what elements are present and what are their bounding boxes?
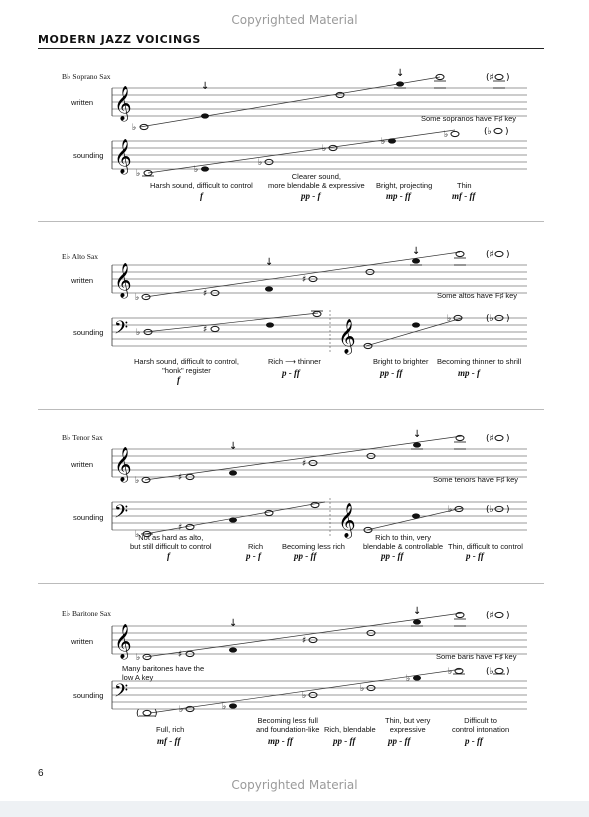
baritone-annotation: Thin, but very expressive bbox=[385, 716, 431, 734]
tenor-sounding-label: sounding bbox=[73, 513, 104, 522]
baritone-annotation: Full, rich bbox=[156, 725, 185, 734]
svg-text:♭: ♭ bbox=[406, 674, 411, 684]
soprano-dynamic: f bbox=[200, 191, 203, 201]
svg-text:♭: ♭ bbox=[132, 123, 137, 133]
svg-text:(♯: (♯ bbox=[486, 73, 494, 83]
svg-text:): ) bbox=[506, 667, 510, 677]
baritone-written-label: written bbox=[71, 637, 94, 646]
alto-annotation: Harsh sound, difficult to control, "honk" register bbox=[134, 357, 239, 375]
watermark-top: Copyrighted Material bbox=[231, 13, 358, 27]
svg-text:): ) bbox=[154, 709, 158, 719]
soprano-dynamic: mp - ff bbox=[386, 191, 411, 201]
bass-clef-icon: 𝄢 bbox=[114, 318, 129, 343]
svg-text:): ) bbox=[506, 434, 510, 444]
svg-text:(♭: (♭ bbox=[486, 505, 494, 515]
soprano-dynamic: pp - f bbox=[301, 191, 321, 201]
tenor-annotation: Becoming less rich bbox=[282, 542, 345, 551]
arrow-down-icon: ↓ bbox=[396, 68, 405, 79]
svg-text:♭: ♭ bbox=[448, 505, 453, 515]
alto-dynamic: mp - f bbox=[458, 368, 480, 378]
svg-text:♯: ♯ bbox=[178, 650, 183, 660]
svg-text:♯: ♯ bbox=[203, 325, 208, 335]
arrow-down-icon: ↓ bbox=[413, 429, 422, 440]
bass-clef-icon: 𝄢 bbox=[114, 502, 129, 527]
svg-text:♭: ♭ bbox=[179, 705, 184, 715]
svg-text:♯: ♯ bbox=[203, 289, 208, 299]
svg-text:♭: ♭ bbox=[258, 158, 263, 168]
tenor-dynamic: p - f bbox=[246, 551, 261, 561]
arrow-down-icon: ↓ bbox=[412, 246, 421, 257]
svg-text:♭: ♭ bbox=[322, 144, 327, 154]
arrow-down-icon: ↓ bbox=[413, 606, 422, 617]
baritone-dynamic: pp - ff bbox=[333, 736, 356, 746]
svg-text:♭: ♭ bbox=[448, 667, 453, 677]
baritone-dynamic: mp - ff bbox=[268, 736, 293, 746]
tenor-title: B♭ Tenor Sax bbox=[62, 433, 103, 442]
soprano-annotation: Thin bbox=[457, 181, 472, 190]
svg-text:♯: ♯ bbox=[178, 523, 183, 533]
tenor-annotation: Thin, difficult to control bbox=[448, 542, 523, 551]
alto-dynamic: p - ff bbox=[282, 368, 300, 378]
svg-text:(♯: (♯ bbox=[486, 250, 494, 260]
soprano-annotation: Harsh sound, difficult to control bbox=[150, 181, 253, 190]
svg-text:(♯: (♯ bbox=[486, 611, 494, 621]
treble-clef-icon: 𝄞 bbox=[114, 86, 132, 121]
arrow-down-icon: ↓ bbox=[201, 81, 210, 92]
treble-clef-icon: 𝄞 bbox=[114, 263, 132, 298]
alto-fsharp-note: Some altos have F♯ key bbox=[437, 291, 518, 300]
treble-clef-icon: 𝄞 bbox=[338, 503, 356, 538]
svg-text:): ) bbox=[506, 505, 510, 515]
page-number: 6 bbox=[38, 768, 44, 779]
alto-annotation: Bright to brighter bbox=[373, 357, 429, 366]
svg-text:♭: ♭ bbox=[136, 653, 141, 663]
svg-text:♯: ♯ bbox=[302, 459, 307, 469]
svg-text:(♭: (♭ bbox=[486, 314, 494, 324]
svg-text:): ) bbox=[505, 127, 509, 137]
svg-text:♯: ♯ bbox=[178, 473, 183, 483]
soprano-written-label: written bbox=[71, 98, 94, 107]
tenor-dynamic: f bbox=[167, 551, 170, 561]
page-header: MODERN JAZZ VOICINGS bbox=[38, 33, 201, 46]
baritone-dynamic: p - ff bbox=[465, 736, 483, 746]
bass-clef-icon: 𝄢 bbox=[114, 681, 129, 706]
svg-text:): ) bbox=[506, 314, 510, 324]
svg-text:): ) bbox=[506, 250, 510, 260]
baritone-dynamic: pp - ff bbox=[388, 736, 411, 746]
svg-text:(♭: (♭ bbox=[486, 667, 494, 677]
svg-text:♯: ♯ bbox=[302, 275, 307, 285]
alto-title: E♭ Alto Sax bbox=[62, 252, 99, 261]
alto-annotation: Becoming thinner to shrill bbox=[437, 357, 522, 366]
tenor-annotation: Not as hard as alto, but still difficult to control bbox=[130, 533, 212, 551]
svg-text:♭: ♭ bbox=[135, 530, 140, 540]
svg-text:♭: ♭ bbox=[136, 328, 141, 338]
svg-text:♭: ♭ bbox=[381, 137, 386, 147]
arrow-down-icon: ↓ bbox=[229, 618, 238, 629]
svg-text:♭: ♭ bbox=[222, 702, 227, 712]
treble-clef-icon: 𝄞 bbox=[114, 624, 132, 659]
alto-sounding-label: sounding bbox=[73, 328, 104, 337]
tenor-dynamic: pp - ff bbox=[381, 551, 404, 561]
svg-text:(♭: (♭ bbox=[484, 127, 492, 137]
svg-text:): ) bbox=[506, 73, 510, 83]
baritone-annotation: Difficult to control intonation bbox=[452, 716, 510, 734]
svg-text:♭: ♭ bbox=[444, 130, 449, 140]
baritone-annotation: Becoming less full and foundation-like bbox=[256, 716, 320, 734]
svg-text:): ) bbox=[506, 611, 510, 621]
svg-text:♯: ♯ bbox=[302, 636, 307, 646]
tenor-fsharp-note: Some tenors have F♯ key bbox=[433, 475, 519, 484]
footer-bar bbox=[0, 801, 589, 817]
treble-clef-icon: 𝄞 bbox=[114, 447, 132, 482]
tenor-dynamic: p - ff bbox=[466, 551, 484, 561]
baritone-title: E♭ Baritone Sax bbox=[62, 609, 111, 618]
alto-written-label: written bbox=[71, 276, 94, 285]
tenor-annotation: Rich bbox=[248, 542, 264, 551]
svg-text:♭: ♭ bbox=[135, 293, 140, 303]
soprano-sounding-label: sounding bbox=[73, 151, 104, 160]
svg-text:(♯: (♯ bbox=[486, 434, 494, 444]
soprano-annotation: Bright, projecting bbox=[376, 181, 433, 190]
soprano-dynamic: mf - ff bbox=[452, 191, 476, 201]
svg-text:♭: ♭ bbox=[302, 691, 307, 701]
treble-clef-icon: 𝄞 bbox=[338, 319, 356, 354]
svg-text:♭: ♭ bbox=[447, 314, 452, 324]
baritone-lowA-note: Many baritones have the low A key bbox=[122, 664, 205, 682]
alto-dynamic: f bbox=[177, 375, 180, 385]
tenor-written-label: written bbox=[71, 460, 94, 469]
soprano-annotation: Clearer sound, more blendable & expressive bbox=[268, 172, 365, 190]
alto-dynamic: pp - ff bbox=[380, 368, 403, 378]
svg-text:(: ( bbox=[136, 709, 140, 719]
baritone-dynamic: mf - ff bbox=[157, 736, 181, 746]
tenor-annotation: Rich to thin, very blendable & controllable bbox=[363, 533, 444, 551]
svg-text:♭: ♭ bbox=[135, 476, 140, 486]
alto-annotation: Rich ⟶ thinner bbox=[268, 357, 321, 366]
svg-text:♭: ♭ bbox=[194, 165, 199, 175]
soprano-title: B♭ Soprano Sax bbox=[62, 72, 111, 81]
tenor-dynamic: pp - ff bbox=[294, 551, 317, 561]
svg-text:♭: ♭ bbox=[136, 169, 141, 179]
soprano-fsharp-note: Some sopranos have F♯ key bbox=[421, 114, 517, 123]
arrow-down-icon: ↓ bbox=[229, 441, 238, 452]
watermark-bottom: Copyrighted Material bbox=[231, 778, 358, 792]
treble-clef-icon: 𝄞 bbox=[114, 139, 132, 174]
svg-text:♭: ♭ bbox=[360, 684, 365, 694]
baritone-annotation: Rich, blendable bbox=[324, 725, 376, 734]
baritone-sounding-label: sounding bbox=[73, 691, 104, 700]
baritone-fsharp-note: Some baris have F♯ key bbox=[436, 652, 517, 661]
arrow-down-icon: ↓ bbox=[265, 257, 274, 268]
